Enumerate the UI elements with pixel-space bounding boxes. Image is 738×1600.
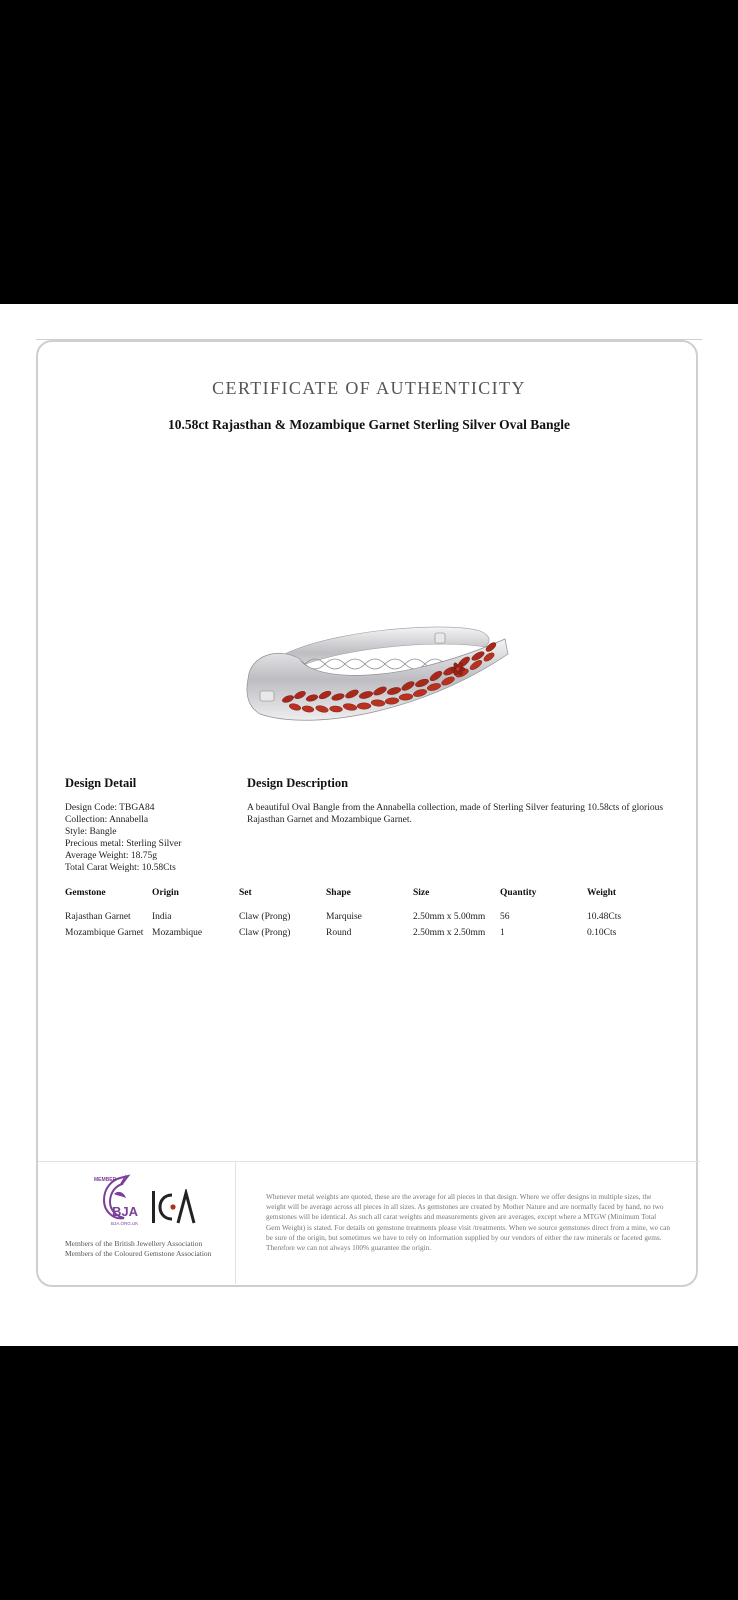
precious-metal: Precious metal: Sterling Silver (65, 839, 182, 849)
table-cell: Mozambique (152, 928, 203, 938)
table-cell: Mozambique Garnet (65, 928, 144, 938)
design-description-text: A beautiful Oval Bangle from the Annabella collection, made of Sterling Silver featuring 10.58cts of glorious Rajasthan Garnet and Mozambique Garnet. (247, 803, 664, 825)
footer-vertical-divider (235, 1162, 236, 1284)
col-header-quantity: Quantity (500, 888, 537, 898)
table-cell: 10.48Cts (587, 912, 622, 922)
table-cell: 0.10Cts (587, 928, 617, 938)
design-detail-list (65, 802, 181, 874)
design-description-heading: Design Description (247, 776, 349, 790)
table-cell: 2.50mm x 2.50mm (413, 928, 486, 938)
col-header-gemstone: Gemstone (65, 888, 106, 898)
bja-text: BJA (112, 1204, 139, 1219)
design-detail-heading: Design Detail (65, 776, 137, 790)
table-row (65, 925, 657, 941)
table-cell: Round (326, 928, 352, 938)
bja-member-line: Members of the British Jewellery Association (65, 1239, 203, 1248)
table-cell: Marquise (326, 912, 362, 922)
col-header-weight: Weight (587, 888, 617, 898)
certificate-title: CERTIFICATE OF AUTHENTICITY (212, 378, 526, 398)
gemstone-table (65, 885, 657, 941)
collection: Collection: Annabella (65, 815, 149, 825)
table-row (65, 901, 657, 925)
product-title: 10.58ct Rajasthan & Mozambique Garnet Sterling Silver Oval Bangle (167, 417, 571, 432)
table-cell: 2.50mm x 5.00mm (413, 912, 486, 922)
table-cell: Rajasthan Garnet (65, 912, 131, 922)
design-code: Design Code: TBGA84 (65, 803, 155, 813)
bja-url-text: BJA.ORG.UK (111, 1221, 139, 1226)
total-carat-weight: Total Carat Weight: 10.58Cts (65, 863, 176, 873)
bja-member-text: MEMBER (94, 1177, 117, 1183)
table-header-row (65, 885, 657, 901)
certificate-page (0, 304, 738, 1346)
bangle-image (240, 619, 510, 734)
table-cell: India (152, 912, 172, 922)
style: Style: Bangle (65, 827, 117, 837)
cga-member-line: Members of the Coloured Gemstone Association (65, 1249, 212, 1258)
table-cell: Claw (Prong) (239, 912, 291, 922)
col-header-shape: Shape (326, 888, 351, 898)
col-header-set: Set (239, 888, 252, 898)
bja-logo (90, 1172, 145, 1234)
col-header-origin: Origin (152, 888, 179, 898)
table-cell: Claw (Prong) (239, 928, 291, 938)
disclaimer-text: Whenever metal weights are quoted, these are the average for all pieces in that design. Where we offer designs in multiple sizes, the weight will be average across all pieces in all sizes. As gemstones are created by Mother Nature and are normally faced by hand, no two gemstones will be identical. As such all carat weights and measurements given are averages, except where a MTGW (Minimum Total Gem Weight) is stated. For details on gemstone treatments please visit /treatments. When we source gemstones direct from a mine, we can be sure of the origin, but sometimes we have to rely on information supplied by our vendors of either the raw minerals or faceted gems. Therefore we can not always 100% guarantee the origin. (266, 1192, 671, 1253)
table-cell: 56 (500, 912, 510, 922)
average-weight: Average Weight: 18.75g (65, 851, 158, 861)
col-header-size: Size (413, 888, 430, 898)
table-cell: 1 (500, 928, 505, 938)
footer-divider (38, 1161, 700, 1162)
ica-logo (148, 1189, 196, 1225)
association-members (65, 1239, 211, 1259)
